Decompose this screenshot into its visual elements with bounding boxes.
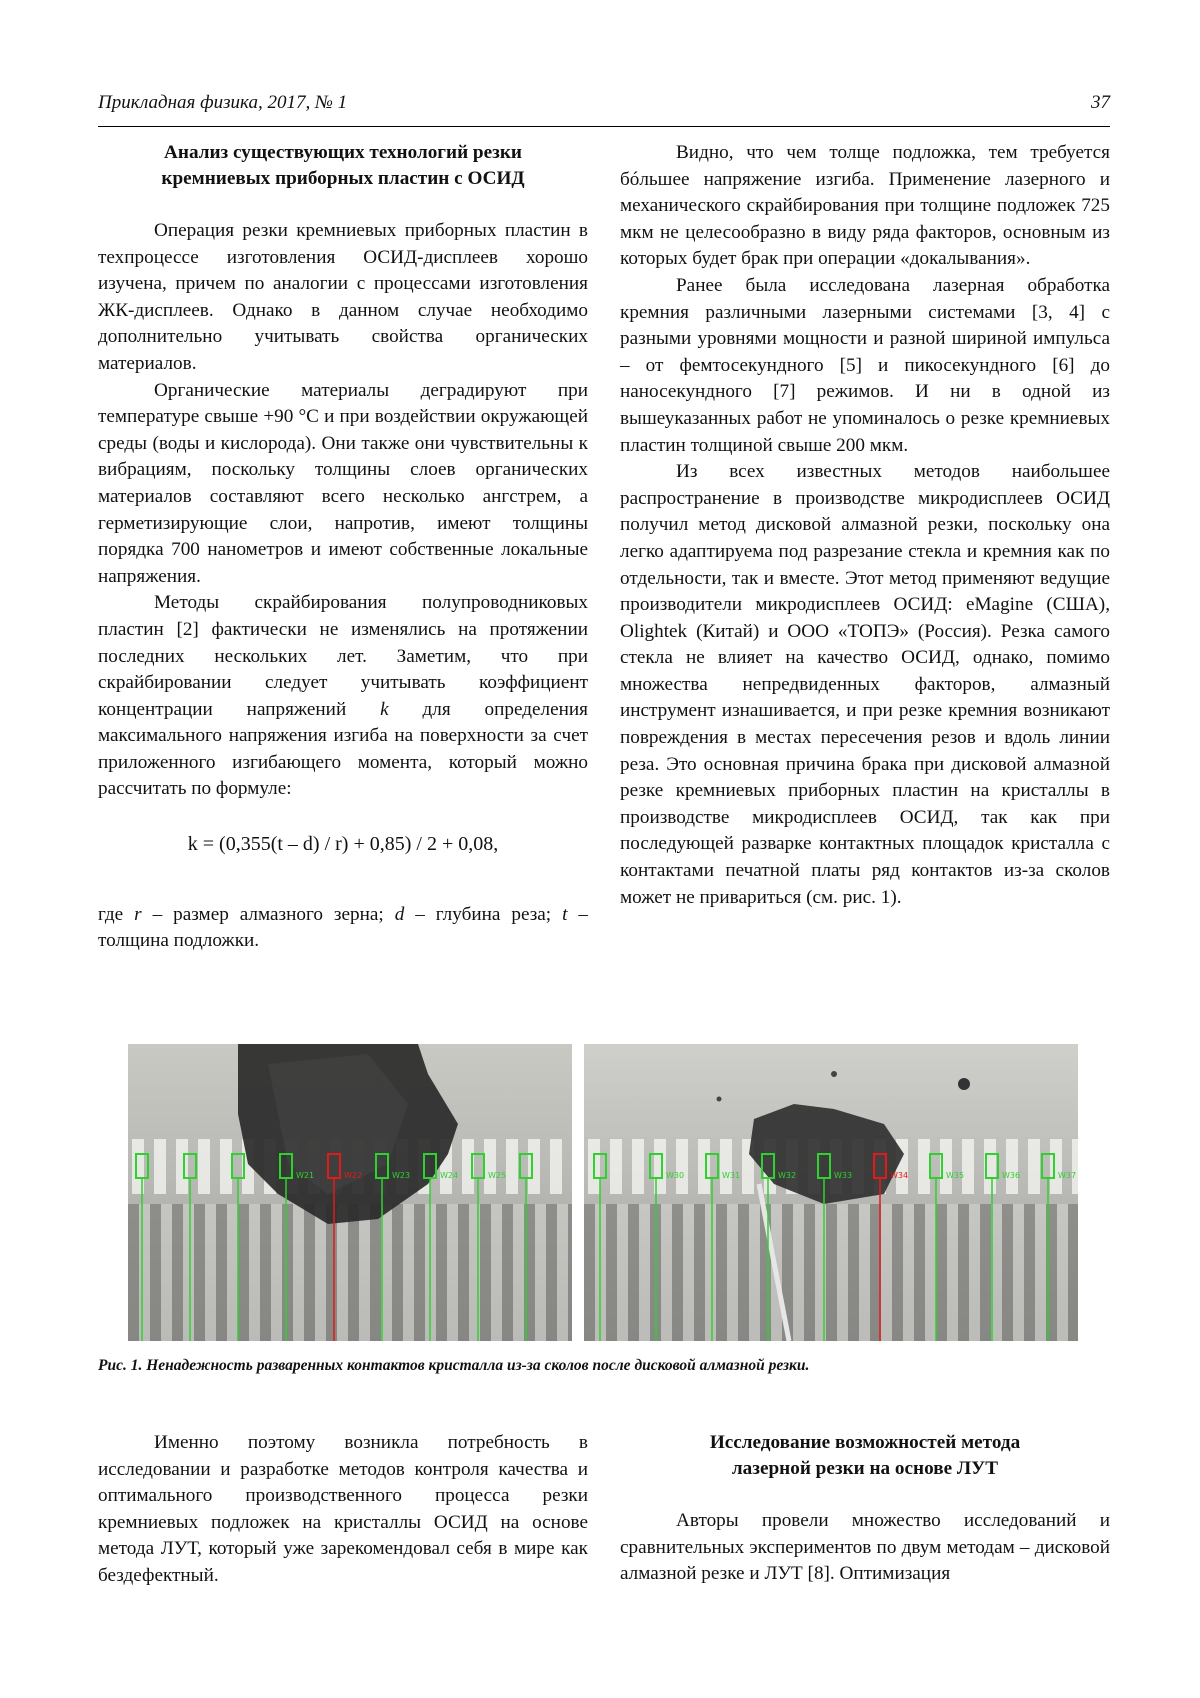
variable-t: t bbox=[562, 904, 567, 925]
paragraph: Операция резки кремниевых приборных пластин в техпроцессе изготовления ОСИД-дисплеев хорошо изучена, причем по аналогии с процессами изготовления ЖК-дисплеев. Однако в данном случае необходимо дополнительно учитывать свойства органических материалов. bbox=[98, 218, 588, 378]
section-title-line: лазерной резки на основе ЛУТ bbox=[732, 1458, 998, 1479]
contact-label: W37 bbox=[1058, 1171, 1076, 1180]
contact-label: W34 bbox=[890, 1171, 908, 1180]
paragraph: Из всех известных методов наибольшее распространение в производстве микродисплеев ОСИД получил метод дисковой алмазной резки, поскольку она легко адаптируема под разрезание стекла и кремния как по отдельности, так и вместе. Этот метод применяют ведущие производители микродисплеев ОСИД: eMagine (США), Olightek (Китай) и ООО «ТОПЭ» (Россия). Резка самого стекла не влияет на качество ОСИД, однако, помимо множества непредвиденных факторов, алмазный инструмент изнашивается, и при резке кремния возникают повреждения в местах пересечения резов и вдоль линии реза. Это основная причина брака при дисковой алмазной резке кремниевых приборных пластин на кристаллы в производстве микродисплеев ОСИД, так как при последующей разварке контактных площадок кристалла с контактами печатной платы ряд контактов из-за сколов может не привариться (см. рис. 1). bbox=[620, 459, 1110, 911]
contact-label: W25 bbox=[488, 1171, 506, 1180]
contact-label: W22 bbox=[344, 1171, 362, 1180]
variable-d: d bbox=[395, 904, 405, 925]
section-title-line: Исследование возможностей метода bbox=[710, 1432, 1020, 1453]
formula: k = (0,355(t – d) / r) + 0,85) / 2 + 0,08, bbox=[98, 831, 588, 858]
bottom-left-column bbox=[98, 1430, 588, 1590]
contact-label: W24 bbox=[440, 1171, 458, 1180]
contact-label: W36 bbox=[1002, 1171, 1020, 1180]
text-span: для определения максимального напряжения изгиба на поверхности за счет приложенного изгибающего момента, который можно рассчитать по формуле: bbox=[98, 699, 588, 800]
section-title-line: Анализ существующих технологий резки bbox=[164, 142, 522, 163]
section-title-line: кремниевых приборных пластин с ОСИД bbox=[161, 168, 524, 189]
figure-image-right bbox=[584, 1044, 1078, 1341]
contact-label: W32 bbox=[778, 1171, 796, 1180]
figure-image-left bbox=[128, 1044, 572, 1341]
figure-caption: Рис. 1. Ненадежность разваренных контактов кристалла из-за сколов после дисковой алмазной резки. bbox=[98, 1357, 1110, 1375]
contact-label: W31 bbox=[722, 1171, 740, 1180]
running-header bbox=[98, 92, 1110, 127]
section-title bbox=[98, 140, 588, 192]
formula-legend bbox=[98, 902, 588, 955]
text-span: – размер алмазного зерна; bbox=[142, 904, 395, 925]
paragraph: Органические материалы деградируют при температуре свыше +90 °C и при воздействии окружающей среды (воды и кислорода). Они также они чувствительны к вибрациям, поскольку толщины слоев органических материалов составляют всего несколько ангстрем, а герметизирующие слои, напротив, имеют толщины порядка 700 нанометров и имеют собственные локальные напряжения. bbox=[98, 378, 588, 591]
contact-label: W21 bbox=[296, 1171, 314, 1180]
microscope-photo-right bbox=[584, 1044, 1078, 1341]
contact-label: W30 bbox=[666, 1171, 684, 1180]
page-number: 37 bbox=[1091, 92, 1110, 114]
section-title bbox=[620, 1430, 1110, 1482]
contact-label: W23 bbox=[392, 1171, 410, 1180]
paragraph: Именно поэтому возникла потребность в исследовании и разработке методов контроля качества и оптимального производственного процесса резки кремниевых подложек на кристаллы ОСИД на основе метода ЛУТ, который уже зарекомендовал себя в мире как бездефектный. bbox=[98, 1430, 588, 1590]
text-span: Методы скрайбирования полупроводниковых пластин [2] фактически не изменялись на протяжении последних нескольких лет. Заметим, что при скрайбировании следует учитывать коэффициент концентрации напряжений bbox=[98, 592, 588, 719]
microscope-photo-left bbox=[128, 1044, 572, 1341]
contact-label: W35 bbox=[946, 1171, 964, 1180]
paragraph bbox=[98, 590, 588, 803]
bottom-right-column bbox=[620, 1430, 1110, 1588]
left-column bbox=[98, 140, 588, 955]
text-span: где bbox=[98, 904, 134, 925]
paragraph: Видно, что чем толще подложка, тем требуется бóльшее напряжение изгиба. Применение лазерного и механического скрайбирования при толщине подложек 725 мкм не целесообразно в виду ряда факторов, основным из которых будет брак при операции «докалывания». bbox=[620, 140, 1110, 273]
journal-title: Прикладная физика, 2017, № 1 bbox=[98, 92, 347, 114]
paragraph: Авторы провели множество исследований и сравнительных экспериментов по двум методам – дисковой алмазной резке и ЛУТ [8]. Оптимизация bbox=[620, 1508, 1110, 1588]
text-span: – толщина подложки. bbox=[98, 904, 588, 952]
contact-label: W33 bbox=[834, 1171, 852, 1180]
text-span: – глубина реза; bbox=[404, 904, 562, 925]
variable-r: r bbox=[134, 904, 141, 925]
right-column bbox=[620, 140, 1110, 911]
variable-k: k bbox=[380, 699, 389, 720]
paragraph: Ранее была исследована лазерная обработка кремния различными лазерными системами [3, 4] с разными уровнями мощности и разной шириной импульса – от фемтосекундного [5] и пикосекундного [6] до наносекундного [7] режимов. И ни в одной из вышеуказанных работ не упоминалось о резке кремниевых пластин толщиной свыше 200 мкм. bbox=[620, 273, 1110, 459]
